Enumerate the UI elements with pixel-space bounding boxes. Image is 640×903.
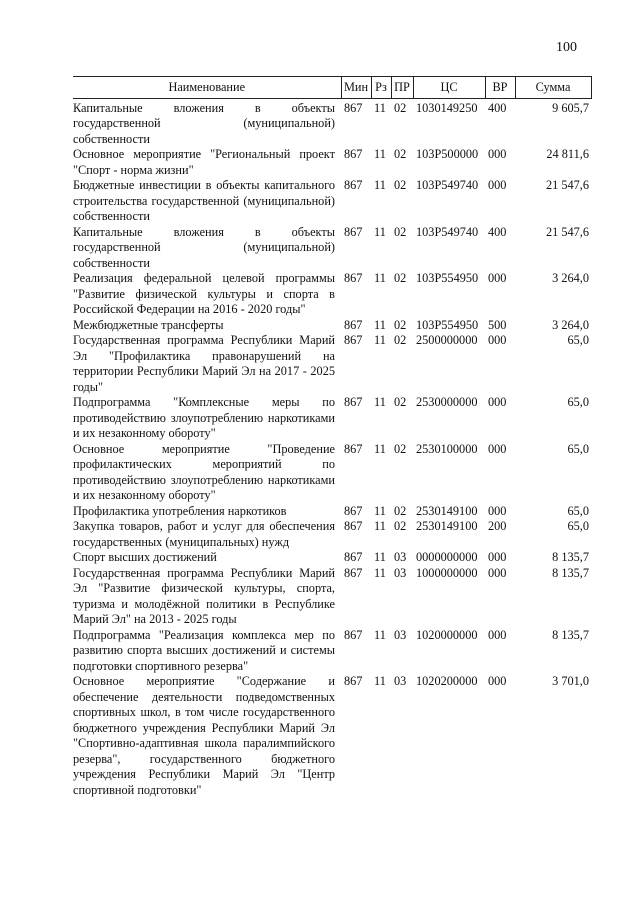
row-name: Подпрограмма "Реализация комплекса мер по развитию спорта высших достижений и системы подготовки спортивного резерва" xyxy=(73,627,335,673)
table-row xyxy=(73,519,591,550)
column-header-vr: ВР xyxy=(485,77,515,99)
row-section-code: 11 xyxy=(374,224,386,239)
row-amount: 8 135,7 xyxy=(552,550,589,564)
table-row xyxy=(73,147,591,178)
table-row xyxy=(73,333,591,395)
row-name: Реализация федеральной целевой программы "Развитие физической культуры и спорта в Российской Федерации на 2016 - 2020 годы" xyxy=(73,271,335,316)
row-subsection-code: 03 xyxy=(394,674,407,688)
row-section-code: 11 xyxy=(374,441,386,456)
row-ministry-code: 867 xyxy=(344,503,363,518)
row-subsection-code: 02 xyxy=(394,441,407,456)
row-amount: 3 264,0 xyxy=(552,317,589,332)
row-name: Межбюджетные трансферты xyxy=(73,317,224,332)
table-row xyxy=(73,178,591,225)
row-expense-type-code: 000 xyxy=(488,503,507,518)
column-header-rz: Рз xyxy=(371,77,391,99)
table-row xyxy=(73,395,591,442)
row-target-article-code: 2530149100 xyxy=(416,503,478,518)
row-name: Основное мероприятие "Региональный проект "Спорт - норма жизни" xyxy=(73,147,335,177)
row-name: Бюджетные инвестиции в объекты капитального строительства государственной (муниципальной) собственности xyxy=(73,178,335,223)
row-section-code: 11 xyxy=(374,271,386,285)
table-row xyxy=(73,566,591,628)
row-section-code: 11 xyxy=(374,627,386,642)
row-amount: 3 264,0 xyxy=(552,271,589,285)
column-header-cs: ЦС xyxy=(413,77,485,99)
row-amount: 8 135,7 xyxy=(552,627,589,642)
row-ministry-code: 867 xyxy=(344,317,363,332)
row-expense-type-code: 000 xyxy=(488,147,507,161)
row-subsection-code: 02 xyxy=(394,519,407,533)
column-header-min: Мин xyxy=(341,77,371,99)
row-subsection-code: 02 xyxy=(394,178,407,192)
row-subsection-code: 02 xyxy=(394,503,407,518)
table-row xyxy=(73,318,591,334)
row-section-code: 11 xyxy=(374,674,386,688)
row-ministry-code: 867 xyxy=(344,565,363,580)
row-expense-type-code: 000 xyxy=(488,674,507,688)
row-target-article-code: 1020200000 xyxy=(416,674,478,688)
row-name: Капитальные вложения в объекты государственной (муниципальной) собственности xyxy=(73,100,335,146)
row-expense-type-code: 000 xyxy=(488,178,507,192)
row-target-article-code: 1020000000 xyxy=(416,627,478,642)
row-expense-type-code: 400 xyxy=(488,224,507,239)
row-ministry-code: 867 xyxy=(344,519,363,533)
row-amount: 65,0 xyxy=(567,395,589,409)
row-ministry-code: 867 xyxy=(344,147,363,161)
row-ministry-code: 867 xyxy=(344,271,363,285)
page-number: 100 xyxy=(556,40,577,55)
row-expense-type-code: 000 xyxy=(488,271,507,285)
row-target-article-code: 103P554950 xyxy=(416,271,479,285)
table-row xyxy=(73,674,591,798)
row-ministry-code: 867 xyxy=(344,178,363,192)
row-amount: 3 701,0 xyxy=(552,674,589,688)
table-row xyxy=(73,271,591,318)
row-expense-type-code: 200 xyxy=(488,519,507,533)
row-subsection-code: 03 xyxy=(394,550,407,564)
row-amount: 21 547,6 xyxy=(545,224,589,239)
row-amount: 8 135,7 xyxy=(552,565,589,580)
table-row xyxy=(73,550,591,566)
row-target-article-code: 1030149250 xyxy=(416,100,478,115)
row-expense-type-code: 000 xyxy=(488,550,507,564)
row-subsection-code: 02 xyxy=(394,395,407,409)
table-row xyxy=(73,98,591,147)
row-subsection-code: 03 xyxy=(394,627,407,642)
row-name: Спорт высших достижений xyxy=(73,550,217,564)
row-section-code: 11 xyxy=(374,395,386,409)
table-header xyxy=(73,77,591,99)
row-target-article-code: 2500000000 xyxy=(416,333,478,347)
row-name: Государственная программа Республики Марий Эл "Профилактика правонарушений на территории Республики Марий Эл на 2017 - 2025 годы" xyxy=(73,333,335,394)
row-subsection-code: 02 xyxy=(394,100,407,115)
row-ministry-code: 867 xyxy=(344,441,363,456)
row-subsection-code: 03 xyxy=(394,565,407,580)
row-target-article-code: 103P500000 xyxy=(416,147,479,161)
row-subsection-code: 02 xyxy=(394,147,407,161)
row-expense-type-code: 500 xyxy=(488,317,507,332)
column-header-pr: ПР xyxy=(391,77,413,99)
row-name: Государственная программа Республики Марий Эл "Развитие физической культуры, спорта, туризма и молодёжной политики в Республике Марий Эл" на 2013 - 2025 годы xyxy=(73,565,335,626)
row-section-code: 11 xyxy=(374,519,386,533)
row-name: Основное мероприятие "Содержание и обеспечение деятельности подведомственных спортивных школ, в том числе государственного бюджетного учреждения Республики Марий Эл "Спортивно-адаптивная школа паралимпийского резерва", государственного бюджетного учреждения Республики Марий Эл "Центр спортивной подготовки" xyxy=(73,674,335,797)
row-subsection-code: 02 xyxy=(394,317,407,332)
row-amount: 24 811,6 xyxy=(546,147,589,161)
row-target-article-code: 0000000000 xyxy=(416,550,478,564)
row-ministry-code: 867 xyxy=(344,550,363,564)
row-section-code: 11 xyxy=(374,550,386,564)
row-ministry-code: 867 xyxy=(344,674,363,688)
table-body xyxy=(73,98,591,798)
row-name: Закупка товаров, работ и услуг для обеспечения государственных (муниципальных) нужд xyxy=(73,519,335,549)
row-target-article-code: 2530100000 xyxy=(416,441,478,456)
row-amount: 21 547,6 xyxy=(545,178,589,192)
row-target-article-code: 2530149100 xyxy=(416,519,478,533)
row-expense-type-code: 000 xyxy=(488,627,507,642)
row-expense-type-code: 000 xyxy=(488,441,507,456)
table-row xyxy=(73,628,591,675)
row-section-code: 11 xyxy=(374,317,386,332)
row-ministry-code: 867 xyxy=(344,100,363,115)
row-amount: 65,0 xyxy=(567,441,589,456)
row-ministry-code: 867 xyxy=(344,224,363,239)
row-name: Подпрограмма "Комплексные меры по противодействию злоупотреблению наркотиками и их незаконному обороту" xyxy=(73,395,335,440)
row-subsection-code: 02 xyxy=(394,271,407,285)
row-amount: 65,0 xyxy=(567,503,589,518)
row-target-article-code: 103P549740 xyxy=(416,224,479,239)
row-target-article-code: 1000000000 xyxy=(416,565,478,580)
row-name: Капитальные вложения в объекты государственной (муниципальной) собственности xyxy=(73,224,335,270)
row-amount: 65,0 xyxy=(567,333,589,347)
table-row xyxy=(73,225,591,272)
row-expense-type-code: 400 xyxy=(488,100,507,115)
row-name: Основное мероприятие "Проведение профилактических мероприятий по противодействию злоупотреблению наркотиками и их незаконному обороту" xyxy=(73,441,335,502)
row-target-article-code: 103P554950 xyxy=(416,317,479,332)
row-target-article-code: 103P549740 xyxy=(416,178,479,192)
row-subsection-code: 02 xyxy=(394,333,407,347)
row-ministry-code: 867 xyxy=(344,627,363,642)
row-amount: 65,0 xyxy=(567,519,589,533)
row-target-article-code: 2530000000 xyxy=(416,395,478,409)
row-expense-type-code: 000 xyxy=(488,565,507,580)
table-row xyxy=(73,504,591,520)
column-header-sum: Сумма xyxy=(515,77,591,99)
row-section-code: 11 xyxy=(374,178,386,192)
row-expense-type-code: 000 xyxy=(488,395,507,409)
budget-table xyxy=(73,76,592,798)
column-header-name: Наименование xyxy=(73,77,341,99)
row-expense-type-code: 000 xyxy=(488,333,507,347)
row-section-code: 11 xyxy=(374,503,386,518)
row-section-code: 11 xyxy=(374,100,386,115)
row-section-code: 11 xyxy=(374,333,386,347)
row-ministry-code: 867 xyxy=(344,333,363,347)
row-amount: 9 605,7 xyxy=(552,100,589,115)
table-row xyxy=(73,442,591,504)
row-section-code: 11 xyxy=(374,147,386,161)
row-subsection-code: 02 xyxy=(394,224,407,239)
row-ministry-code: 867 xyxy=(344,395,363,409)
row-name: Профилактика употребления наркотиков xyxy=(73,503,287,518)
row-section-code: 11 xyxy=(374,565,386,580)
